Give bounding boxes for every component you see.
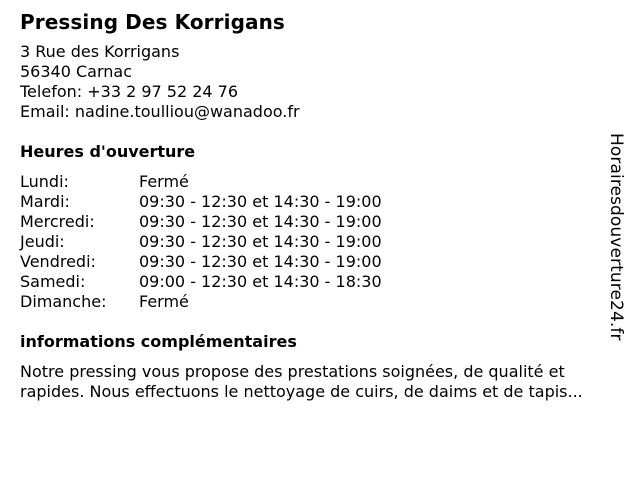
day-label: Mercredi: (20, 212, 95, 231)
address-block (20, 42, 620, 122)
site-watermark: Horairesdouverture24.fr (606, 133, 626, 341)
email-address: Email: nadine.toulliou@wanadoo.fr (20, 102, 300, 121)
hours-row-saturday (20, 272, 620, 292)
hours-value: 09:00 - 12:30 et 14:30 - 18:30 (139, 272, 382, 291)
hours-value: Fermé (139, 172, 189, 191)
city-address: 56340 Carnac (20, 62, 132, 81)
info-heading: informations complémentaires (20, 332, 297, 351)
hours-value: 09:30 - 12:30 et 14:30 - 19:00 (139, 212, 382, 231)
hours-row-friday (20, 252, 620, 272)
hours-value: 09:30 - 12:30 et 14:30 - 19:00 (139, 252, 382, 271)
day-label: Lundi: (20, 172, 69, 191)
day-label: Samedi: (20, 272, 86, 291)
day-label: Jeudi: (20, 232, 65, 251)
hours-row-sunday (20, 292, 620, 312)
hours-value: Fermé (139, 292, 189, 311)
business-name: Pressing Des Korrigans (20, 10, 285, 34)
hours-heading: Heures d'ouverture (20, 142, 196, 161)
phone-number: Telefon: +33 2 97 52 24 76 (20, 82, 239, 101)
business-card (20, 10, 620, 402)
info-description: Notre pressing vous propose des prestations soignées, de qualité et rapides. Nous effectuons le nettoyage de cuirs, de daims et de tapis... (20, 362, 583, 401)
day-label: Dimanche: (20, 292, 107, 311)
hours-row-monday (20, 172, 620, 192)
day-label: Vendredi: (20, 252, 96, 271)
day-label: Mardi: (20, 192, 70, 211)
hours-row-wednesday (20, 212, 620, 232)
hours-row-tuesday (20, 192, 620, 212)
street-address: 3 Rue des Korrigans (20, 42, 180, 61)
hours-row-thursday (20, 232, 620, 252)
opening-hours-table (20, 172, 620, 312)
hours-value: 09:30 - 12:30 et 14:30 - 19:00 (139, 232, 382, 251)
hours-value: 09:30 - 12:30 et 14:30 - 19:00 (139, 192, 382, 211)
